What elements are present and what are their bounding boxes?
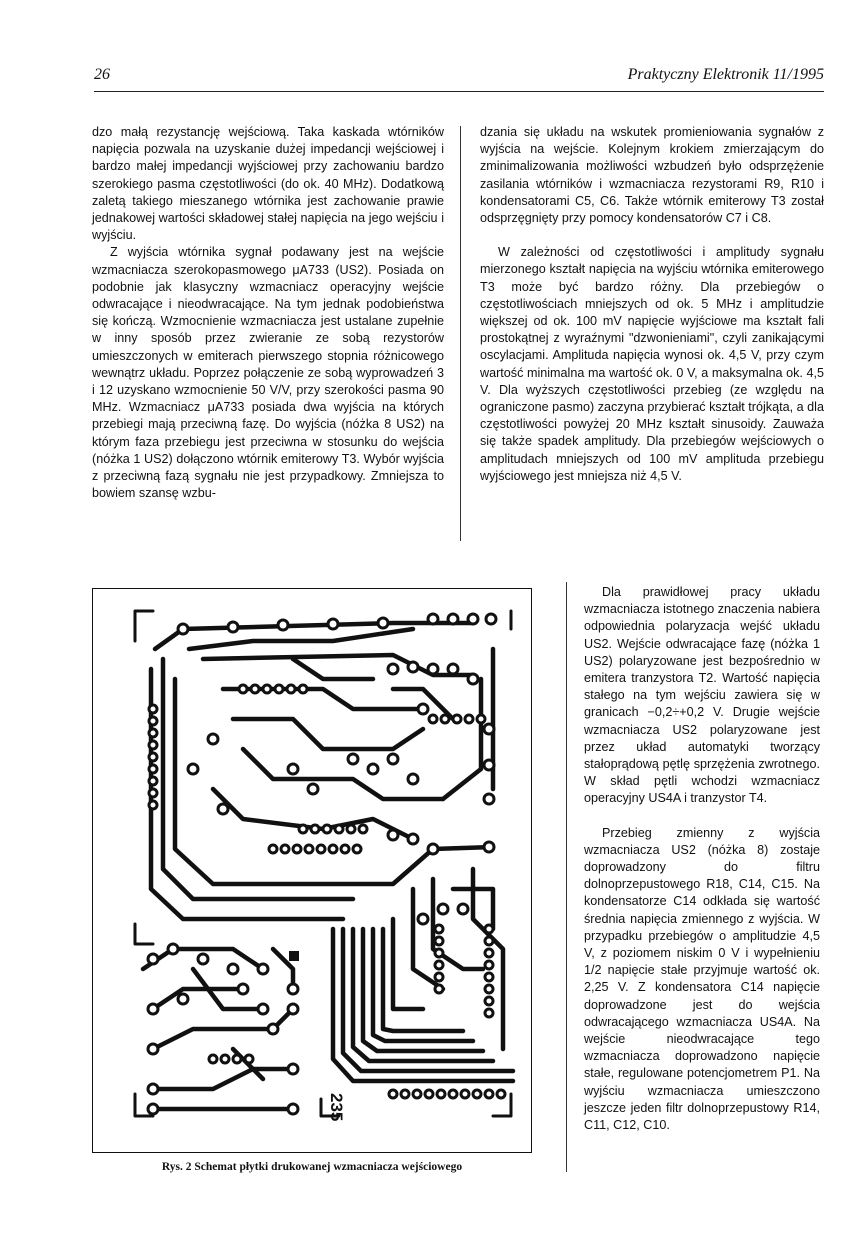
magazine-title: Praktyczny Elektronik 11/1995 bbox=[627, 66, 824, 83]
header-rule bbox=[94, 91, 824, 92]
figure-caption: Rys. 2 Schemat płytki drukowanej wzmacniacza wejściowego bbox=[161, 1161, 463, 1173]
side-column bbox=[584, 584, 820, 1134]
paragraph: W zależności od częstotliwości i amplitudy sygnału mierzonego kształt napięcia na wyjściu wtórnika emiterowego T3 może być bardzo różny. Dla przebiegów o częstotliwościach mniejszych od ok. 5 MHz i amplitudzie większej od ok. 100 mV napięcie wyjściowe ma kształt fali prostokątnej z wyraźnymi "dzwonieniami", czyli zanikającymi oscylacjami. Amplituda napięcia wynosi ok. 4,5 V, przy czym wartość minimalna ma wartość ok. 0 V, a maksymalna ok. 4,5 V. Dla wyższych częstotliwości przebieg (ze względu na ograniczone pasmo) zaczyna przybierać kształt trójkąta, a dla częstotliwości powyżej 20 MHz kształt sinusoidy. Zauważa się także spadek amplitudy. Dla przebiegów wejściowych o amplitudach mniejszych od 100 mV amplituda przebiegu wyjściowego jest mniejsza niż 4,5 V. bbox=[480, 245, 824, 483]
pcb-label: 235 bbox=[327, 1093, 346, 1122]
paragraph: Przebieg zmienny z wyjścia wzmacniacza US2 (nóżka 8) zostaje doprowadzony do filtru dolnoprzepustowego R18, C14, C15. Na kondensatorze C14 odkłada się wartość średnia napięcia zmiennego z wyjścia. W przypadku przebiegów o amplitudzie 4,5 V, z poziomem niskim 0 V i wypełnieniu 1/2 napięcie stałe przyjmuje wartość ok. 2,25 V. Z kondensatora C14 napięcie doprowadzone jest do wejścia odwracającego wzmacniacza US4A. Na wejście nieodwracające tego wzmacniacza doprowadzono napięcie stałe, regulowane potencjometrem P1. Na wyjściu wzmacniacza umieszczono jeszcze jeden filtr dolnoprzepustowy R14, C11, C12, C10. bbox=[584, 825, 820, 1133]
paragraph: dzania się układu na wskutek promieniowania sygnałów z wyjścia na wejście. Kolejnym krokiem zmierzającym do zminimalizowania możliwości wzbudzeń było odsprzężenie zasilania wtórników i wzmacniacza rezystorami R9, R10 i kondensatorami C5, C6. Także wtórnik emiterowy T3 został odsprzęgnięty przy pomocy kondensatorów C7 i C8. bbox=[480, 125, 824, 226]
paragraph: dzo małą rezystancję wejściową. Taka kaskada wtórników napięcia pozwala na uzyskanie dużej impedancji wejściowej i bardzo małej impedancji wyjściowej przy zachowaniu bardzo szerokiego pasma częstotliwości (do ok. 40 MHz). Dodatkową zaletą takiego mieszanego wtórnika jest zachowanie prawie jednakowej wartości składowej stałej napięcia na jego wejściu i wyjściu. bbox=[92, 125, 444, 243]
pcb-drawing bbox=[93, 589, 531, 1152]
page-number: 26 bbox=[94, 66, 110, 83]
pcb-figure bbox=[92, 588, 532, 1153]
paragraph: Z wyjścia wtórnika sygnał podawany jest na wejście wzmacniacza szerokopasmowego μA733 (US2). Posiada on podobnie jak klasyczny wzmacniacz operacyjny wejście odwracające i nieodwracające. Na tym jednak podobieństwa się kończą. Wzmocnienie wzmacniacza jest ustalane zupełnie w inny sposób przez zwieranie ze sobą rezystorów umieszczonych w emiterach pierwszego stopnia różnicowego wewnątrz układu. Poprzez połączenie ze sobą wyprowadzeń 3 i 12 uzyskano wzmocnienie 50 V/V, przy szerokości pasma 90 MHz. Wzmacniacz μA733 posiada dwa wyjścia na których przebiegi mają przeciwną fazę. Do wyjścia (nóżka 8 US2) na którym faza przebiegu jest przeciwna w stosunku do wejścia (nóżka 1 US2) dołączono wtórnik emiterowy T3. Wybór wyjścia z przeciwną fazą sygnału nie jest przypadkowy. Zmniejsza to bowiem szansę wzbu- bbox=[92, 245, 444, 501]
paragraph: Dla prawidłowej pracy układu wzmacniacza istotnego znaczenia nabiera odpowiednia polaryzacja wejść układu US2. Wejście odwracające fazę (nóżka 1 US2) polaryzowane jest bezpośrednio w emitera tranzystora T2. Wartość napięcia stałego na tym wejściu zawiera się w granicach −0,2÷+0,2 V. Drugie wejście wzmacniacza US2 polaryzowane jest przez układ automatyki tworzący stałoprądową pętlę sprzężenia zwrotnego. W skład pętli wchodzi wzmacniacz operacyjny US4A i tranzystor T4. bbox=[584, 585, 820, 806]
column-divider bbox=[566, 582, 567, 1172]
left-column bbox=[92, 124, 444, 502]
right-column bbox=[480, 124, 824, 485]
page-header bbox=[94, 66, 824, 90]
column-divider bbox=[460, 126, 461, 541]
